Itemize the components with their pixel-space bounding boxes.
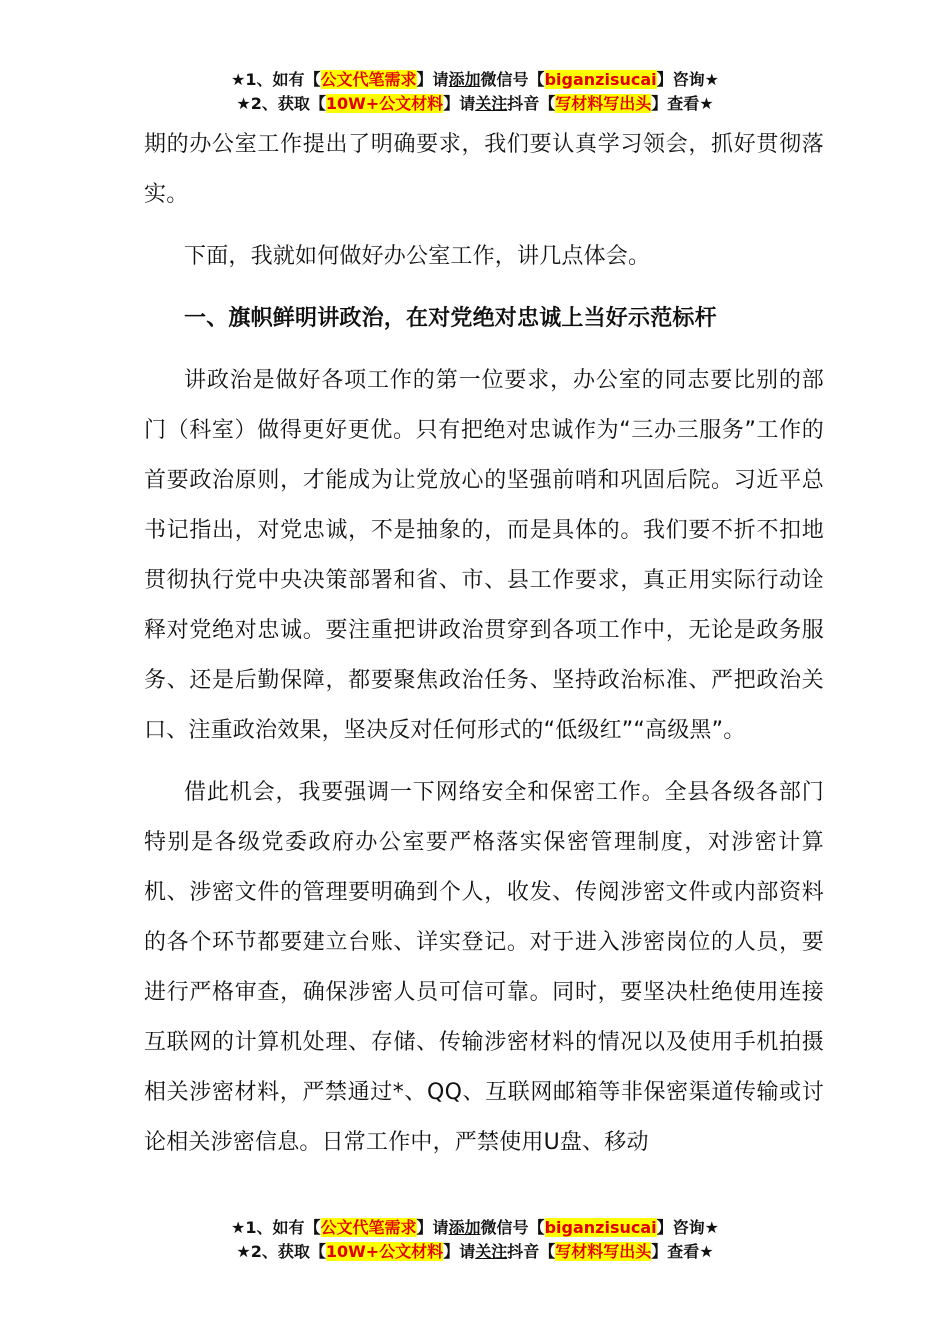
paragraph-intro: 下面，我就如何做好办公室工作，讲几点体会。 bbox=[184, 244, 651, 269]
promo-highlight: 公文代笔需求 bbox=[320, 1218, 417, 1237]
douyin-account: 写材料写出头 bbox=[555, 94, 652, 113]
douyin-account: 写材料写出头 bbox=[555, 1242, 652, 1261]
promo-line-2: ★2、获取【10W+公文材料】请关注抖音【写材料写出头】查看★ bbox=[236, 94, 714, 113]
promo-line-1: ★1、如有【公文代笔需求】请添加微信号【biganzisucai】咨询★ bbox=[231, 70, 719, 89]
promo-highlight: 10W+公文材料 bbox=[325, 1242, 444, 1261]
promo-banner-bottom bbox=[0, 1216, 950, 1264]
paragraph-security: 借此机会，我要强调一下网络安全和保密工作。全县各级各部门特别是各级党委政府办公室要严格落实保密管理制度，对涉密计算机、涉密文件的管理要明确到个人，收发、传阅涉密文件或内部资料的各个环节都要建立台账、详实登记。对于进入涉密岗位的人员，要进行严格审查，确保涉密人员可信可靠。同时，要坚决杜绝使用连接互联网的计算机处理、存储、传输涉密材料的情况以及使用手机拍摄相关涉密材料，严禁通过*、QQ、互联网邮箱等非保密渠道传输或讨论相关涉密信息。日常工作中，严禁使用U盘、移动 bbox=[144, 780, 824, 1155]
promo-line-2: ★2、获取【10W+公文材料】请关注抖音【写材料写出头】查看★ bbox=[236, 1242, 714, 1261]
promo-highlight: 公文代笔需求 bbox=[320, 70, 417, 89]
promo-highlight: 10W+公文材料 bbox=[325, 94, 444, 113]
wechat-id: biganzisucai bbox=[544, 70, 657, 89]
promo-banner-top bbox=[0, 68, 950, 116]
paragraph-continued: 期的办公室工作提出了明确要求，我们要认真学习领会，抓好贯彻落实。 bbox=[144, 132, 824, 207]
promo-line-1: ★1、如有【公文代笔需求】请添加微信号【biganzisucai】咨询★ bbox=[231, 1218, 719, 1237]
section-heading-1: 一、旗帜鲜明讲政治，在对党绝对忠诚上当好示范标杆 bbox=[184, 306, 717, 331]
wechat-id: biganzisucai bbox=[544, 1218, 657, 1237]
paragraph-politics: 讲政治是做好各项工作的第一位要求，办公室的同志要比别的部门（科室）做得更好更优。只有把绝对忠诚作为“三办三服务”工作的首要政治原则，才能成为让党放心的坚强前哨和巩固后院。习近平总书记指出，对党忠诚，不是抽象的，而是具体的。我们要不折不扣地贯彻执行党中央决策部署和省、市、县工作要求，真正用实际行动诠释对党绝对忠诚。要注重把讲政治贯穿到各项工作中，无论是政务服务、还是后勤保障，都要聚焦政治任务、坚持政治标准、严把政治关口、注重政治效果，坚决反对任何形式的“低级红”“高级黑”。 bbox=[144, 368, 824, 743]
document-body bbox=[144, 120, 824, 1168]
